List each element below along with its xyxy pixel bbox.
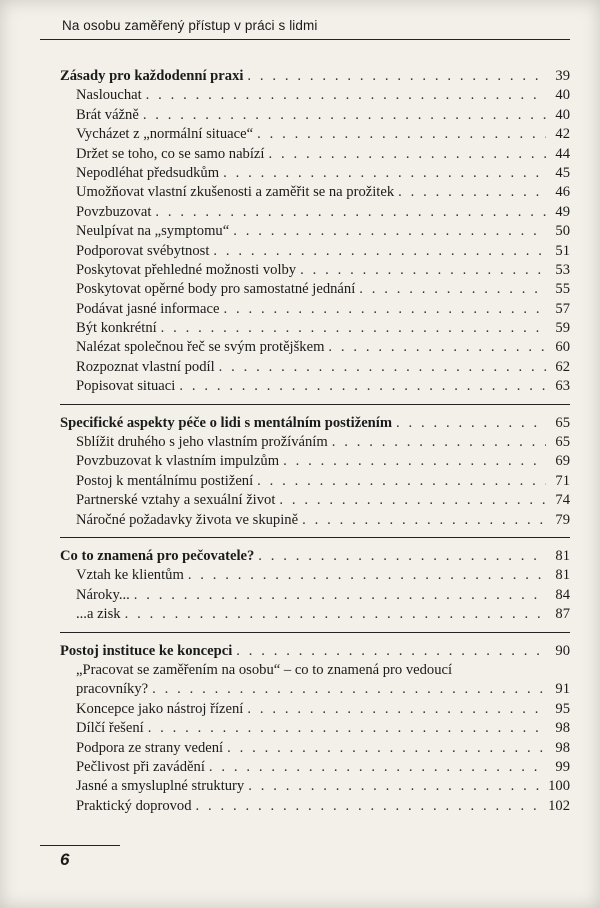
- entry-page-number: 50: [555, 223, 570, 240]
- header-rule: [40, 39, 570, 40]
- entry-title: Podpora ze strany vedení: [76, 739, 224, 756]
- chapter-title: Postoj instituce ke koncepci: [60, 642, 233, 659]
- dot-leader: [188, 566, 546, 585]
- entry-page-number: 71: [555, 472, 570, 489]
- entry-page-number: 100: [548, 778, 570, 795]
- dot-leader: [125, 605, 546, 624]
- entry-title: Sblížit druhého s jeho vlastním prožíváním: [76, 434, 328, 451]
- dot-leader: [213, 242, 546, 261]
- entry-title: Nalézat společnou řeč se svým protějškem: [76, 339, 325, 356]
- entry-page-number: 91: [555, 681, 570, 698]
- toc-section: [60, 547, 570, 633]
- entry-title: Podávat jasné informace: [76, 300, 220, 317]
- chapter-page-number: 65: [555, 414, 570, 431]
- dot-leader: [283, 452, 546, 471]
- toc-entry: [60, 797, 570, 816]
- entry-page-number: 49: [555, 203, 570, 220]
- toc-section: [60, 67, 570, 405]
- chapter-page-number: 81: [555, 547, 570, 564]
- running-head: Na osobu zaměřený přístup v práci s lidmi: [62, 18, 318, 33]
- entry-page-number: 95: [555, 700, 570, 717]
- entry-page-number: 62: [555, 358, 570, 375]
- dot-leader: [223, 300, 546, 319]
- dot-leader: [179, 377, 546, 396]
- chapter-title: Co to znamená pro pečovatele?: [60, 547, 255, 564]
- toc-entry: [60, 491, 570, 510]
- dot-leader: [248, 777, 544, 796]
- entry-page-number: 46: [555, 184, 570, 201]
- dot-leader: [155, 203, 546, 222]
- entry-page-number: 40: [555, 87, 570, 104]
- entry-page-number: 40: [555, 106, 570, 123]
- toc-section: [60, 642, 570, 824]
- entry-title: Poskytovat opěrné body pro samostatné jednání: [76, 281, 356, 298]
- toc-entry: [60, 106, 570, 125]
- entry-title: Poskytovat přehledné možnosti volby: [76, 261, 297, 278]
- dot-leader: [279, 491, 546, 510]
- dot-leader: [196, 797, 545, 816]
- entry-page-number: 98: [555, 720, 570, 737]
- toc-chapter-entry: [60, 67, 570, 86]
- toc-entry: [60, 777, 570, 796]
- dot-leader: [161, 319, 546, 338]
- entry-title: Vycházet z „normální situace“: [76, 126, 254, 143]
- dot-leader: [332, 433, 546, 452]
- dot-leader: [359, 280, 546, 299]
- table-of-contents: [60, 67, 570, 832]
- dot-leader: [398, 183, 546, 202]
- entry-page-number: 51: [555, 242, 570, 259]
- entry-page-number: 98: [555, 739, 570, 756]
- dot-leader: [223, 164, 546, 183]
- toc-entry: [60, 319, 570, 338]
- dot-leader: [227, 739, 546, 758]
- toc-entry: [60, 586, 570, 605]
- dot-leader: [148, 719, 546, 738]
- dot-leader: [209, 758, 546, 777]
- dot-leader: [219, 358, 546, 377]
- toc-entry: [60, 125, 570, 144]
- dot-leader: [134, 586, 546, 605]
- chapter-page-number: 90: [555, 642, 570, 659]
- entry-title: ...a zisk: [76, 606, 121, 623]
- dot-leader: [396, 414, 546, 433]
- entry-title: Pečlivost při zavádění: [76, 758, 205, 775]
- entry-title-continuation: pracovníky?: [76, 681, 149, 698]
- entry-title: Podporovat svébytnost: [76, 242, 210, 259]
- toc-entry: [60, 566, 570, 585]
- dot-leader: [268, 145, 546, 164]
- dot-leader: [258, 547, 546, 566]
- entry-page-number: 79: [555, 511, 570, 528]
- entry-title: Jasné a smysluplné struktury: [76, 778, 245, 795]
- entry-title: Být konkrétní: [76, 320, 157, 337]
- entry-page-number: 74: [555, 492, 570, 509]
- entry-title: Popisovat situaci: [76, 378, 176, 395]
- dot-leader: [302, 511, 546, 530]
- entry-title: Dílčí řešení: [76, 720, 144, 737]
- toc-chapter-entry: [60, 642, 570, 661]
- toc-entry: [60, 605, 570, 624]
- entry-title: Praktický doprovod: [76, 797, 192, 814]
- entry-page-number: 45: [555, 164, 570, 181]
- entry-page-number: 63: [555, 378, 570, 395]
- dot-leader: [328, 338, 546, 357]
- entry-title: Povzbuzovat k vlastním impulzům: [76, 453, 280, 470]
- toc-entry: [60, 719, 570, 738]
- toc-chapter-entry: [60, 547, 570, 566]
- toc-entry-continuation: [60, 680, 570, 699]
- toc-entry: [60, 338, 570, 357]
- toc-section: [60, 414, 570, 538]
- toc-entry: [60, 758, 570, 777]
- dot-leader: [257, 125, 546, 144]
- entry-page-number: 102: [548, 797, 570, 814]
- entry-title: Postoj k mentálnímu postižení: [76, 472, 254, 489]
- toc-entry: [60, 86, 570, 105]
- entry-page-number: 69: [555, 453, 570, 470]
- toc-entry: [60, 452, 570, 471]
- entry-page-number: 87: [555, 606, 570, 623]
- chapter-title: Zásady pro každodenní praxi: [60, 68, 244, 84]
- entry-page-number: 55: [555, 281, 570, 298]
- toc-entry: [60, 661, 570, 680]
- toc-entry: [60, 280, 570, 299]
- entry-title: Rozpoznat vlastní podíl: [76, 358, 215, 375]
- entry-title: Nároky...: [76, 586, 130, 603]
- entry-page-number: 84: [555, 586, 570, 603]
- toc-entry: [60, 183, 570, 202]
- entry-page-number: 65: [555, 434, 570, 451]
- entry-title: Umožňovat vlastní zkušenosti a zaměřit se na prožitek: [76, 184, 395, 201]
- page-number: 6: [60, 850, 70, 869]
- footer-rule: [40, 845, 120, 846]
- toc-entry: [60, 472, 570, 491]
- dot-leader: [257, 472, 546, 491]
- entry-title: Koncepce jako nástroj řízení: [76, 700, 244, 717]
- dot-leader: [247, 67, 546, 86]
- dot-leader: [236, 642, 546, 661]
- toc-entry: [60, 164, 570, 183]
- entry-title: Nepodléhat předsudkům: [76, 164, 220, 181]
- dot-leader: [233, 222, 546, 241]
- dot-leader: [152, 680, 546, 699]
- entry-title: Vztah ke klientům: [76, 567, 184, 584]
- toc-entry: [60, 358, 570, 377]
- entry-page-number: 44: [555, 145, 570, 162]
- toc-entry: [60, 433, 570, 452]
- toc-entry: [60, 700, 570, 719]
- toc-entry: [60, 377, 570, 396]
- entry-title: Partnerské vztahy a sexuální život: [76, 492, 276, 509]
- toc-entry: [60, 242, 570, 261]
- entry-title: „Pracovat se zaměřením na osobu“ – co to znamená pro vedoucí: [76, 661, 453, 678]
- toc-entry: [60, 145, 570, 164]
- toc-entry: [60, 203, 570, 222]
- entry-title: Naslouchat: [76, 87, 142, 104]
- dot-leader: [146, 86, 546, 105]
- entry-page-number: 57: [555, 300, 570, 317]
- entry-page-number: 53: [555, 261, 570, 278]
- toc-entry: [60, 261, 570, 280]
- entry-title: Náročné požadavky života ve skupině: [76, 511, 299, 528]
- chapter-page-number: 39: [555, 68, 570, 84]
- entry-page-number: 60: [555, 339, 570, 356]
- toc-entry: [60, 222, 570, 241]
- chapter-title: Specifické aspekty péče o lidi s mentálním postižením: [60, 414, 392, 431]
- entry-title: Brát vážně: [76, 106, 139, 123]
- toc-chapter-entry: [60, 414, 570, 433]
- dot-leader: [247, 700, 546, 719]
- entry-page-number: 42: [555, 126, 570, 143]
- entry-page-number: 81: [555, 567, 570, 584]
- dot-leader: [300, 261, 546, 280]
- entry-title: Povzbuzovat: [76, 203, 152, 220]
- toc-entry: [60, 511, 570, 530]
- entry-page-number: 59: [555, 320, 570, 337]
- entry-page-number: 99: [555, 758, 570, 775]
- dot-leader: [143, 106, 546, 125]
- toc-entry: [60, 300, 570, 319]
- entry-title: Držet se toho, co se samo nabízí: [76, 145, 265, 162]
- toc-entry: [60, 739, 570, 758]
- entry-title: Neulpívat na „symptomu“: [76, 223, 230, 240]
